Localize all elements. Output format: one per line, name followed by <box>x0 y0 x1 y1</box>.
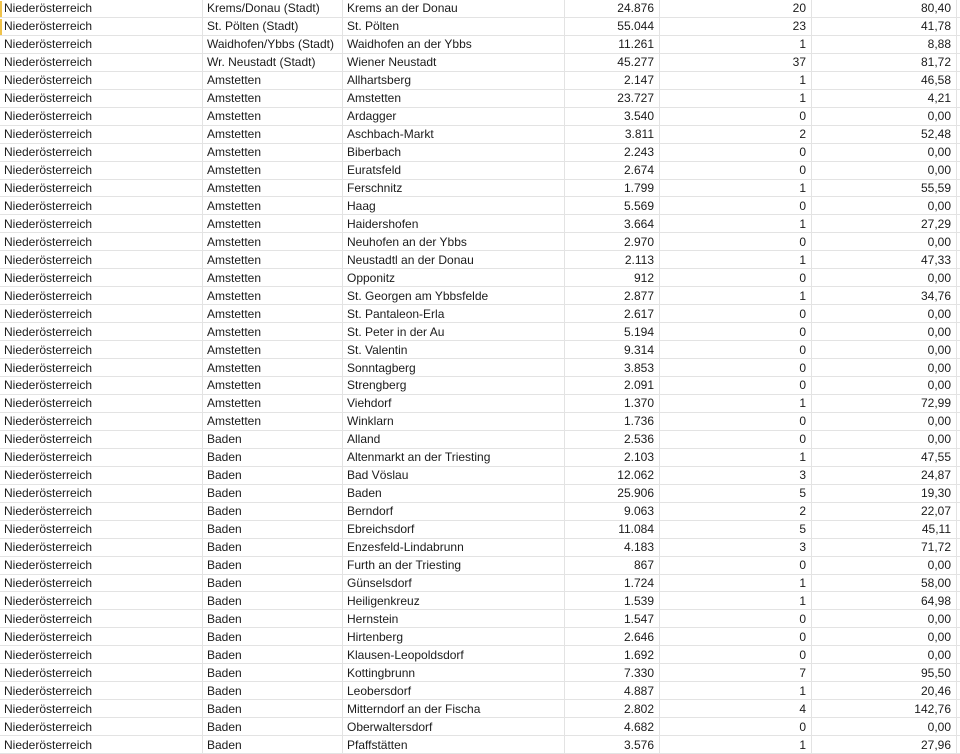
cell[interactable]: 0,00 <box>812 610 957 627</box>
cell[interactable]: 0,00 <box>812 233 957 250</box>
cell[interactable]: 867 <box>565 557 660 574</box>
cell[interactable]: 9.063 <box>565 503 660 520</box>
cell[interactable]: Baden <box>203 449 343 466</box>
table-row <box>0 287 960 305</box>
cell[interactable]: Niederösterreich <box>0 54 203 71</box>
cell[interactable]: Neustadtl an der Donau <box>343 251 565 268</box>
cell[interactable]: Baden <box>203 736 343 753</box>
cell[interactable]: Viehdorf <box>343 395 565 412</box>
cell[interactable]: St. Pölten <box>343 18 565 35</box>
table-row <box>0 539 960 557</box>
cell[interactable]: 1 <box>660 736 812 753</box>
cell[interactable]: Niederösterreich <box>0 664 203 681</box>
table-row <box>0 233 960 251</box>
cell[interactable]: Baden <box>203 503 343 520</box>
cell[interactable]: Baden <box>203 628 343 645</box>
cell[interactable]: 5.194 <box>565 323 660 340</box>
cell[interactable]: 0 <box>660 305 812 322</box>
cell[interactable]: Niederösterreich <box>0 305 203 322</box>
cell[interactable]: Niederösterreich <box>0 287 203 304</box>
cell[interactable]: Berndorf <box>343 503 565 520</box>
cell[interactable]: Niederösterreich <box>0 0 203 17</box>
cell[interactable]: Niederösterreich <box>0 395 203 412</box>
cell[interactable]: 0 <box>660 431 812 448</box>
cell[interactable]: 45,11 <box>812 521 957 538</box>
cell[interactable]: 3.811 <box>565 126 660 143</box>
cell[interactable]: Niederösterreich <box>0 233 203 250</box>
cell[interactable]: 46,58 <box>812 72 957 89</box>
cell[interactable]: Amstetten <box>203 197 343 214</box>
cell[interactable]: Strengberg <box>343 377 565 394</box>
cell[interactable]: 2.646 <box>565 628 660 645</box>
table-row <box>0 144 960 162</box>
cell[interactable]: 2.103 <box>565 449 660 466</box>
cell[interactable]: Baden <box>203 592 343 609</box>
cell[interactable]: 0 <box>660 323 812 340</box>
cell[interactable]: Altenmarkt an der Triesting <box>343 449 565 466</box>
cell[interactable]: Wr. Neustadt (Stadt) <box>203 54 343 71</box>
cell[interactable]: 2.970 <box>565 233 660 250</box>
cell[interactable]: Euratsfeld <box>343 162 565 179</box>
cell[interactable]: 4.183 <box>565 539 660 556</box>
cell[interactable]: 0 <box>660 197 812 214</box>
cell[interactable]: 0,00 <box>812 359 957 376</box>
table-row <box>0 0 960 18</box>
cell[interactable]: 1.692 <box>565 646 660 663</box>
table-row <box>0 467 960 485</box>
cell[interactable]: 3.853 <box>565 359 660 376</box>
table-row <box>0 197 960 215</box>
cell[interactable]: 1.799 <box>565 180 660 197</box>
cell[interactable]: 1 <box>660 682 812 699</box>
cell[interactable]: 0,00 <box>812 431 957 448</box>
cell[interactable]: 0 <box>660 377 812 394</box>
cell[interactable]: Oberwaltersdorf <box>343 718 565 735</box>
cell[interactable]: 2.536 <box>565 431 660 448</box>
table-row <box>0 36 960 54</box>
cell[interactable]: Amstetten <box>203 215 343 232</box>
cell[interactable]: Amstetten <box>203 144 343 161</box>
cell[interactable]: 1 <box>660 72 812 89</box>
cell[interactable]: Niederösterreich <box>0 126 203 143</box>
cell[interactable]: Niederösterreich <box>0 539 203 556</box>
table-row <box>0 628 960 646</box>
cell[interactable]: Heiligenkreuz <box>343 592 565 609</box>
cell[interactable]: Baden <box>203 521 343 538</box>
table-row <box>0 521 960 539</box>
cell[interactable]: 0 <box>660 628 812 645</box>
cell[interactable]: 72,99 <box>812 395 957 412</box>
cell[interactable]: Amstetten <box>203 269 343 286</box>
cell[interactable]: Baden <box>203 557 343 574</box>
cell[interactable]: St. Pölten (Stadt) <box>203 18 343 35</box>
cell[interactable]: Baden <box>203 664 343 681</box>
cell[interactable]: 0 <box>660 144 812 161</box>
cell[interactable]: 1 <box>660 395 812 412</box>
cell[interactable]: Winklarn <box>343 413 565 430</box>
cell[interactable]: 0 <box>660 269 812 286</box>
cell[interactable]: 0 <box>660 359 812 376</box>
cell[interactable]: 0,00 <box>812 269 957 286</box>
cell[interactable]: Krems an der Donau <box>343 0 565 17</box>
cell[interactable]: St. Peter in der Au <box>343 323 565 340</box>
cell[interactable]: Alland <box>343 431 565 448</box>
table-row <box>0 126 960 144</box>
cell[interactable]: 1.547 <box>565 610 660 627</box>
table-row <box>0 251 960 269</box>
table-row <box>0 377 960 395</box>
cell[interactable]: Amstetten <box>203 126 343 143</box>
cell[interactable]: Niederösterreich <box>0 180 203 197</box>
table-row <box>0 341 960 359</box>
cell[interactable]: Waidhofen an der Ybbs <box>343 36 565 53</box>
cell[interactable]: Klausen-Leopoldsdorf <box>343 646 565 663</box>
cell[interactable]: Amstetten <box>203 90 343 107</box>
cell[interactable]: 1.724 <box>565 575 660 592</box>
cell[interactable]: 27,29 <box>812 215 957 232</box>
cell[interactable]: 0,00 <box>812 341 957 358</box>
table-row <box>0 72 960 90</box>
table-row <box>0 557 960 575</box>
cell[interactable]: Baden <box>203 467 343 484</box>
cell[interactable]: Niederösterreich <box>0 592 203 609</box>
cell[interactable]: Mitterndorf an der Fischa <box>343 700 565 717</box>
table-row <box>0 664 960 682</box>
cell[interactable]: Amstetten <box>203 323 343 340</box>
cell[interactable]: 2.877 <box>565 287 660 304</box>
cell[interactable]: Niederösterreich <box>0 377 203 394</box>
cell[interactable]: Haidershofen <box>343 215 565 232</box>
cell[interactable]: 2.091 <box>565 377 660 394</box>
cell[interactable]: 1.736 <box>565 413 660 430</box>
cell[interactable]: 64,98 <box>812 592 957 609</box>
cell[interactable]: Niederösterreich <box>0 736 203 753</box>
cell[interactable]: Baden <box>203 539 343 556</box>
cell[interactable]: 0,00 <box>812 413 957 430</box>
cell[interactable]: St. Valentin <box>343 341 565 358</box>
cell-fill-sliver-row1 <box>0 1 2 17</box>
table-row <box>0 449 960 467</box>
cell[interactable]: Baden <box>203 700 343 717</box>
cell[interactable]: 95,50 <box>812 664 957 681</box>
cell[interactable]: 0 <box>660 646 812 663</box>
cell[interactable]: Niederösterreich <box>0 413 203 430</box>
cell[interactable]: Krems/Donau (Stadt) <box>203 0 343 17</box>
cell[interactable]: 55.044 <box>565 18 660 35</box>
cell[interactable]: 12.062 <box>565 467 660 484</box>
cell[interactable]: 1 <box>660 180 812 197</box>
cell[interactable]: Günselsdorf <box>343 575 565 592</box>
cell[interactable]: Niederösterreich <box>0 36 203 53</box>
table-row <box>0 682 960 700</box>
cell[interactable]: 4,21 <box>812 90 957 107</box>
cell[interactable]: Amstetten <box>203 377 343 394</box>
cell[interactable]: 1.370 <box>565 395 660 412</box>
cell[interactable]: 11.084 <box>565 521 660 538</box>
cell[interactable]: Baden <box>203 431 343 448</box>
cell[interactable]: 1 <box>660 90 812 107</box>
cell[interactable]: Ebreichsdorf <box>343 521 565 538</box>
table-row <box>0 54 960 72</box>
cell[interactable]: Hernstein <box>343 610 565 627</box>
cell[interactable]: 47,33 <box>812 251 957 268</box>
cell[interactable]: Niederösterreich <box>0 610 203 627</box>
table-row <box>0 718 960 736</box>
cell[interactable]: Niederösterreich <box>0 503 203 520</box>
cell[interactable]: 25.906 <box>565 485 660 502</box>
table-row <box>0 736 960 754</box>
cell[interactable]: 41,78 <box>812 18 957 35</box>
cell[interactable]: Niederösterreich <box>0 359 203 376</box>
cell[interactable]: Allhartsberg <box>343 72 565 89</box>
cell[interactable]: 0 <box>660 162 812 179</box>
table-row <box>0 305 960 323</box>
cell[interactable]: 0,00 <box>812 557 957 574</box>
cell[interactable]: 2.243 <box>565 144 660 161</box>
cell[interactable]: 27,96 <box>812 736 957 753</box>
cell-fill-sliver-row2 <box>0 19 2 35</box>
cell[interactable]: 8,88 <box>812 36 957 53</box>
table-row <box>0 503 960 521</box>
cell[interactable]: Niederösterreich <box>0 144 203 161</box>
table-row <box>0 323 960 341</box>
cell[interactable]: 3.664 <box>565 215 660 232</box>
cell[interactable]: Aschbach-Markt <box>343 126 565 143</box>
table-row <box>0 108 960 126</box>
cell[interactable]: 37 <box>660 54 812 71</box>
cell[interactable]: Enzesfeld-Lindabrunn <box>343 539 565 556</box>
cell[interactable]: 4.682 <box>565 718 660 735</box>
cell[interactable]: 5 <box>660 521 812 538</box>
cell[interactable]: Niederösterreich <box>0 485 203 502</box>
cell[interactable]: 0,00 <box>812 718 957 735</box>
cell[interactable]: Baden <box>203 575 343 592</box>
cell[interactable]: Niederösterreich <box>0 323 203 340</box>
cell[interactable]: Niederösterreich <box>0 162 203 179</box>
table-row <box>0 485 960 503</box>
cell[interactable]: Niederösterreich <box>0 557 203 574</box>
cell[interactable]: 1 <box>660 215 812 232</box>
cell[interactable]: 20 <box>660 0 812 17</box>
cell[interactable]: Amstetten <box>203 233 343 250</box>
cell[interactable]: 45.277 <box>565 54 660 71</box>
table-row <box>0 700 960 718</box>
cell[interactable]: 80,40 <box>812 0 957 17</box>
cell[interactable]: 7.330 <box>565 664 660 681</box>
cell[interactable]: 34,76 <box>812 287 957 304</box>
table-row <box>0 610 960 628</box>
cell[interactable]: 0,00 <box>812 197 957 214</box>
cell[interactable]: 2 <box>660 503 812 520</box>
cell[interactable]: 1.539 <box>565 592 660 609</box>
cell[interactable]: Furth an der Triesting <box>343 557 565 574</box>
cell[interactable]: Baden <box>203 610 343 627</box>
cell[interactable]: Baden <box>203 718 343 735</box>
cell[interactable]: Haag <box>343 197 565 214</box>
cell[interactable]: 0 <box>660 718 812 735</box>
cell[interactable]: 81,72 <box>812 54 957 71</box>
cell[interactable]: Amstetten <box>203 395 343 412</box>
cell[interactable]: 0,00 <box>812 323 957 340</box>
cell[interactable]: St. Pantaleon-Erla <box>343 305 565 322</box>
table-row <box>0 269 960 287</box>
cell[interactable]: 2.617 <box>565 305 660 322</box>
table-row <box>0 646 960 664</box>
cell[interactable]: 0 <box>660 233 812 250</box>
cell[interactable]: Pfaffstätten <box>343 736 565 753</box>
cell[interactable]: 5.569 <box>565 197 660 214</box>
cell[interactable]: Niederösterreich <box>0 521 203 538</box>
cell[interactable]: 20,46 <box>812 682 957 699</box>
cell[interactable]: Niederösterreich <box>0 215 203 232</box>
table-row <box>0 592 960 610</box>
cell[interactable]: 0,00 <box>812 646 957 663</box>
cell[interactable]: 2.113 <box>565 251 660 268</box>
cell[interactable]: 24.876 <box>565 0 660 17</box>
cell[interactable]: Leobersdorf <box>343 682 565 699</box>
cell[interactable]: 22,07 <box>812 503 957 520</box>
cell[interactable]: St. Georgen am Ybbsfelde <box>343 287 565 304</box>
table-row <box>0 90 960 108</box>
cell[interactable]: 3 <box>660 539 812 556</box>
cell[interactable]: Biberbach <box>343 144 565 161</box>
cell[interactable]: 0,00 <box>812 162 957 179</box>
cell[interactable]: Amstetten <box>203 359 343 376</box>
cell[interactable]: Amstetten <box>203 162 343 179</box>
cell[interactable]: 71,72 <box>812 539 957 556</box>
cell[interactable]: 55,59 <box>812 180 957 197</box>
cell[interactable]: Niederösterreich <box>0 18 203 35</box>
cell[interactable]: Niederösterreich <box>0 700 203 717</box>
table-row <box>0 215 960 233</box>
table-row <box>0 395 960 413</box>
cell[interactable]: 23.727 <box>565 90 660 107</box>
cell[interactable]: Amstetten <box>203 341 343 358</box>
cell[interactable]: Neuhofen an der Ybbs <box>343 233 565 250</box>
cell[interactable]: 2.674 <box>565 162 660 179</box>
table-row <box>0 359 960 377</box>
cell[interactable]: 23 <box>660 18 812 35</box>
cell[interactable]: 1 <box>660 36 812 53</box>
cell[interactable]: Wiener Neustadt <box>343 54 565 71</box>
cell[interactable]: 1 <box>660 251 812 268</box>
table-row <box>0 431 960 449</box>
cell[interactable]: 58,00 <box>812 575 957 592</box>
cell[interactable]: Niederösterreich <box>0 251 203 268</box>
cell[interactable]: Baden <box>343 485 565 502</box>
cell[interactable]: Niederösterreich <box>0 575 203 592</box>
cell[interactable]: 2.802 <box>565 700 660 717</box>
cell[interactable]: 2 <box>660 126 812 143</box>
cell[interactable]: Niederösterreich <box>0 72 203 89</box>
cell[interactable]: Niederösterreich <box>0 449 203 466</box>
cell[interactable]: Waidhofen/Ybbs (Stadt) <box>203 36 343 53</box>
table-row <box>0 575 960 593</box>
table-row <box>0 162 960 180</box>
cell[interactable]: 4.887 <box>565 682 660 699</box>
cell[interactable]: 9.314 <box>565 341 660 358</box>
cell[interactable]: 3.576 <box>565 736 660 753</box>
cell[interactable]: 912 <box>565 269 660 286</box>
cell[interactable]: Niederösterreich <box>0 90 203 107</box>
cell[interactable]: Amstetten <box>203 108 343 125</box>
cell[interactable]: Bad Vöslau <box>343 467 565 484</box>
cell[interactable]: 2.147 <box>565 72 660 89</box>
cell[interactable]: 0,00 <box>812 305 957 322</box>
cell[interactable]: Kottingbrunn <box>343 664 565 681</box>
cell[interactable]: 0 <box>660 413 812 430</box>
cell[interactable]: 1 <box>660 287 812 304</box>
cell[interactable]: 0 <box>660 108 812 125</box>
cell[interactable]: Amstetten <box>203 251 343 268</box>
cell[interactable]: 0 <box>660 341 812 358</box>
cell[interactable]: Amstetten <box>203 287 343 304</box>
cell[interactable]: 1 <box>660 575 812 592</box>
cell[interactable]: 0,00 <box>812 144 957 161</box>
cell[interactable]: 47,55 <box>812 449 957 466</box>
cell[interactable]: 0 <box>660 610 812 627</box>
cell[interactable]: 52,48 <box>812 126 957 143</box>
cell[interactable]: 19,30 <box>812 485 957 502</box>
cell[interactable]: Amstetten <box>203 72 343 89</box>
cell[interactable]: Niederösterreich <box>0 431 203 448</box>
cell[interactable]: 0,00 <box>812 108 957 125</box>
table-row <box>0 413 960 431</box>
cell[interactable]: 0 <box>660 557 812 574</box>
cell[interactable]: 4 <box>660 700 812 717</box>
cell[interactable]: Ardagger <box>343 108 565 125</box>
cell[interactable]: 0,00 <box>812 377 957 394</box>
cell[interactable]: Amstetten <box>343 90 565 107</box>
cell[interactable]: Opponitz <box>343 269 565 286</box>
cell[interactable]: Ferschnitz <box>343 180 565 197</box>
cell[interactable]: 0,00 <box>812 628 957 645</box>
cell[interactable]: Niederösterreich <box>0 682 203 699</box>
cell[interactable]: Niederösterreich <box>0 467 203 484</box>
cell[interactable]: 24,87 <box>812 467 957 484</box>
cell[interactable]: 5 <box>660 485 812 502</box>
cell[interactable]: Amstetten <box>203 413 343 430</box>
cell[interactable]: Niederösterreich <box>0 197 203 214</box>
cell[interactable]: Niederösterreich <box>0 628 203 645</box>
cell[interactable]: Baden <box>203 646 343 663</box>
cell[interactable]: Niederösterreich <box>0 718 203 735</box>
cell[interactable]: Amstetten <box>203 180 343 197</box>
table-row <box>0 180 960 198</box>
cell[interactable]: Baden <box>203 485 343 502</box>
cell[interactable]: 7 <box>660 664 812 681</box>
table-row <box>0 18 960 36</box>
cell[interactable]: 1 <box>660 449 812 466</box>
cell[interactable]: 1 <box>660 592 812 609</box>
cell[interactable]: 11.261 <box>565 36 660 53</box>
cell[interactable]: Sonntagberg <box>343 359 565 376</box>
cell[interactable]: 3 <box>660 467 812 484</box>
cell[interactable]: Hirtenberg <box>343 628 565 645</box>
cell[interactable]: Niederösterreich <box>0 108 203 125</box>
cell[interactable]: Niederösterreich <box>0 269 203 286</box>
cell[interactable]: Amstetten <box>203 305 343 322</box>
cell[interactable]: Baden <box>203 682 343 699</box>
cell[interactable]: 3.540 <box>565 108 660 125</box>
cell[interactable]: Niederösterreich <box>0 646 203 663</box>
cell[interactable]: 142,76 <box>812 700 957 717</box>
cell[interactable]: Niederösterreich <box>0 341 203 358</box>
